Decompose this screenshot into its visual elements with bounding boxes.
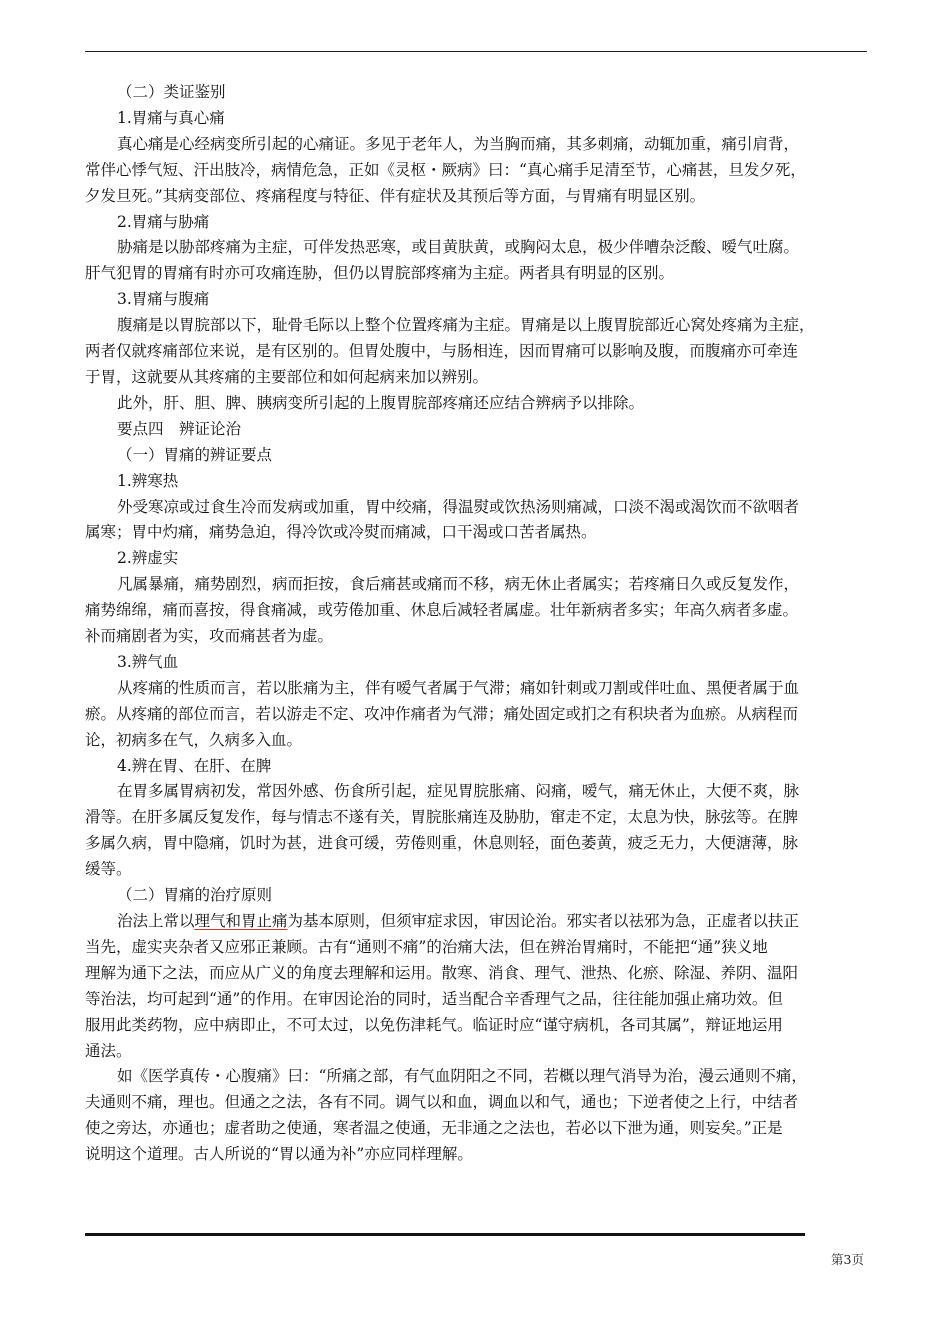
subsection-heading: 3.辨气血 (117, 652, 179, 671)
subsection-heading: 1.胃痛与真心痛 (117, 108, 225, 127)
section-heading: 要点四 辨证论治 (117, 419, 242, 438)
paragraph-line: 外受寒凉或过食生冷而发病或加重，胃中绞痛，得温熨或饮热汤则痛减，口淡不渴或渴饮而不欲咽者 (117, 497, 800, 516)
paragraph-line: 常伴心悸气短、汗出肢冷，病情危急，正如《灵枢・厥病》曰：“真心痛手足清至节，心痛甚，旦发夕死， (85, 160, 806, 179)
document-body (85, 80, 865, 1168)
paragraph-line: 属寒；胃中灼痛，痛势急迫，得冷饮或冷熨而痛减，口干渴或口苦者属热。 (85, 523, 597, 542)
page-number: 第3页 (831, 1252, 864, 1267)
footer-rule (85, 1233, 805, 1236)
subsection-heading: 4.辨在胃、在肝、在脾 (117, 756, 272, 775)
underlined-phrase: 理气和胃止痛 (194, 912, 288, 930)
paragraph-line: 缓等。 (85, 860, 132, 879)
header-rule (85, 51, 867, 52)
paragraph-line: 说明这个道理。古人所说的“胃以通为补”亦应同样理解。 (85, 1145, 473, 1164)
paragraph-line: 肝气犯胃的胃痛有时亦可攻痛连胁，但仍以胃脘部疼痛为主症。两者具有明显的区别。 (85, 264, 675, 283)
paragraph-line: 当先，虚实夹杂者又应邪正兼顾。古有“通则不痛”的治痛大法，但在辨治胃痛时，不能把“通”狭义地 (85, 937, 768, 956)
paragraph-line: 理解为通下之法，而应从广义的角度去理解和运用。散寒、消食、理气、泄热、化瘀、除湿、养阴、温阳 (85, 963, 799, 982)
paragraph-line: 痛势绵绵，痛而喜按，得食痛减，或劳倦加重、休息后减轻者属虚。壮年新病者多实；年高久病者多虚。 (85, 601, 799, 620)
paragraph-line: 两者仅就疼痛部位来说，是有区别的。但胃处腹中，与肠相连，因而胃痛可以影响及腹，而腹痛亦可牵连 (85, 342, 799, 361)
paragraph-line: 夕发旦死。”其病变部位、疼痛程度与特征、伴有症状及其预后等方面，与胃痛有明显区别。 (85, 186, 706, 205)
paragraph-line: 瘀。从疼痛的部位而言，若以游走不定、攻冲作痛者为气滞；痛处固定或扪之有积块者为血瘀。从病程而 (85, 704, 799, 723)
section-heading: （一）胃痛的辨证要点 (117, 445, 273, 464)
paragraph-line: 补而痛剧者为实，攻而痛甚者为虚。 (85, 627, 334, 646)
paragraph-line: 等治法，均可起到“通”的作用。在审因论治的同时，适当配合辛香理气之品，往往能加强止痛功效。但 (85, 989, 783, 1008)
paragraph-line: 在胃多属胃病初发，常因外感、伤食所引起，症见胃脘胀痛、闷痛，嗳气，痛无休止，大便不爽，脉 (117, 782, 800, 801)
paragraph-line: 使之旁达，亦通也；虚者助之使通，寒者温之使通，无非通之之法也，若必以下泄为通，则妄矣。”正是 (85, 1119, 783, 1138)
section-heading: （二）类证鉴别 (117, 83, 226, 101)
subsection-heading: 1.辨寒热 (117, 471, 179, 490)
paragraph-line: 通法。 (85, 1041, 132, 1060)
paragraph-line: 腹痛是以胃脘部以下，耻骨毛际以上整个位置疼痛为主症。胃痛是以上腹胃脘部近心窝处疼痛为主症， (117, 316, 815, 335)
paragraph-line: 从疼痛的性质而言，若以胀痛为主，伴有嗳气者属于气滞；痛如针刺或刀割或伴吐血、黑便者属于血 (117, 678, 800, 697)
paragraph-line: 滑等。在肝多属反复发作，每与情志不遂有关，胃脘胀痛连及胁肋，窜走不定，太息为快，脉弦等。在脾 (85, 808, 799, 827)
subsection-heading: 3.胃痛与腹痛 (117, 290, 210, 309)
paragraph-line (85, 909, 865, 935)
text-run: 治法上常以 (117, 912, 195, 930)
paragraph-line: 如《医学真传・心腹痛》曰：“所痛之部，有气血阴阳之不同，若概以理气消导为治，漫云通则不痛， (117, 1067, 807, 1086)
paragraph-line: 论，初病多在气，久病多入血。 (85, 730, 303, 749)
subsection-heading: 2.辨虚实 (117, 549, 179, 568)
paragraph-line: 此外，肝、胆、脾、胰病变所引起的上腹胃脘部疼痛还应结合辨病予以排除。 (117, 393, 645, 412)
paragraph-line: 夫通则不痛，理也。但通之之法，各有不同。调气以和血，调血以和气，通也；下逆者使之上行，中结者 (85, 1093, 799, 1112)
paragraph-line: 凡属暴痛，痛势剧烈，病而拒按，食后痛甚或痛而不移，病无休止者属实；若疼痛日久或反复发作， (117, 575, 800, 594)
paragraph-line: 于胃，这就要从其疼痛的主要部位和如何起病来加以辨别。 (85, 367, 489, 386)
section-heading: （二）胃痛的治疗原则 (117, 886, 273, 905)
paragraph-line: 服用此类药物，应中病即止，不可太过，以免伤津耗气。临证时应“谨守病机，各司其属”，辩证地运用 (85, 1015, 783, 1034)
text-run: 为基本原则，但须审症求因，审因论治。邪实者以祛邪为急，正虚者以扶正 (287, 912, 800, 930)
paragraph-line: 多属久病，胃中隐痛，饥时为甚，进食可缓，劳倦则重，休息则轻，面色萎黄，疲乏无力，大便溏薄，脉 (85, 834, 799, 853)
paragraph-line: 胁痛是以胁部疼痛为主症，可伴发热恶寒，或目黄肤黄，或胸闷太息，极少伴嘈杂泛酸、嗳气吐腐。 (117, 238, 800, 257)
paragraph-line: 真心痛是心经病变所引起的心痛证。多见于老年人，为当胸而痛，其多刺痛，动辄加重，痛引肩背， (117, 134, 800, 153)
subsection-heading: 2.胃痛与胁痛 (117, 212, 210, 231)
